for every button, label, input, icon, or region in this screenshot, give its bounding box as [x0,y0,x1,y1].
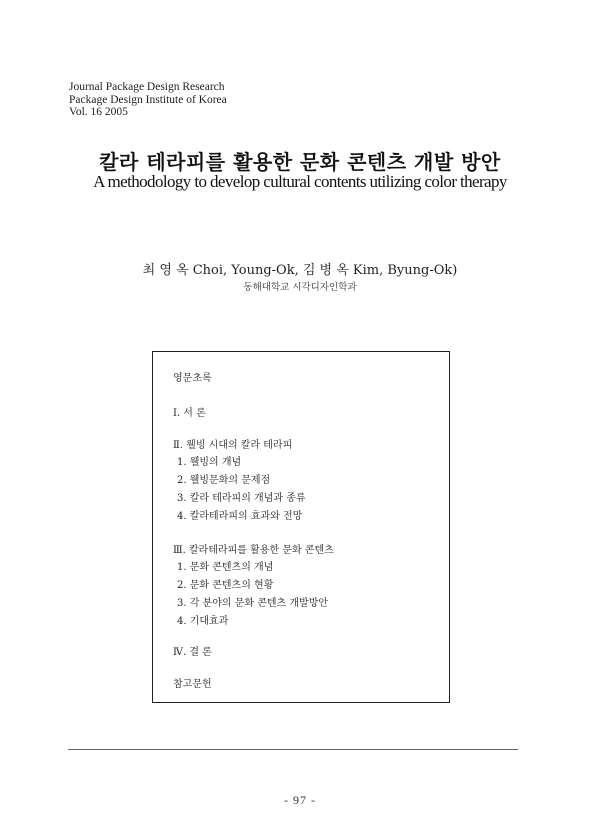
table-of-contents [152,351,450,703]
authors: 최 영 옥 Choi, Young-Ok, 김 병 옥 Kim, Byung-Ok) [142,263,458,278]
journal-name: Journal Package Design Research [69,81,225,93]
toc-section-3: Ⅲ. 칼라테라피를 활용한 문화 콘텐츠 [173,545,334,556]
affiliation: 동해대학교 시각디자인학과 [243,282,357,293]
toc-section-4: Ⅳ. 결 론 [173,647,212,658]
toc-section-2: Ⅱ. 웰빙 시대의 칼라 테라피 [173,440,293,451]
title-english: A methodology to develop cultural contents utilizing color therapy [93,172,507,191]
volume-year: Vol. 16 2005 [69,106,128,118]
toc-item: 2. 문화 콘텐츠의 현황 [177,580,274,591]
toc-item: 1. 웰빙의 개념 [177,457,242,468]
toc-item: 2. 웰빙문화의 문제점 [177,475,271,486]
toc-item: 1. 문화 콘텐츠의 개념 [177,562,274,573]
toc-references: 참고문헌 [173,679,212,690]
title-korean: 칼라 테라피를 활용한 문화 콘텐츠 개발 방안 [99,150,501,174]
footer-divider [68,749,518,750]
toc-item: 3. 칼라 테라피의 개념과 종류 [177,493,306,504]
toc-section-1: Ⅰ. 서 론 [173,408,206,419]
journal-info [69,81,227,119]
toc-item: 4. 기대효과 [177,616,229,627]
page-number: - 97 - [284,793,316,807]
toc-item: 4. 칼라테라피의 효과와 전망 [177,511,303,522]
publisher-name: Package Design Institute of Korea [69,93,227,106]
toc-heading-abstract: 영문초록 [173,373,212,384]
toc-item: 3. 각 분야의 문화 콘텐츠 개발방안 [177,598,329,609]
